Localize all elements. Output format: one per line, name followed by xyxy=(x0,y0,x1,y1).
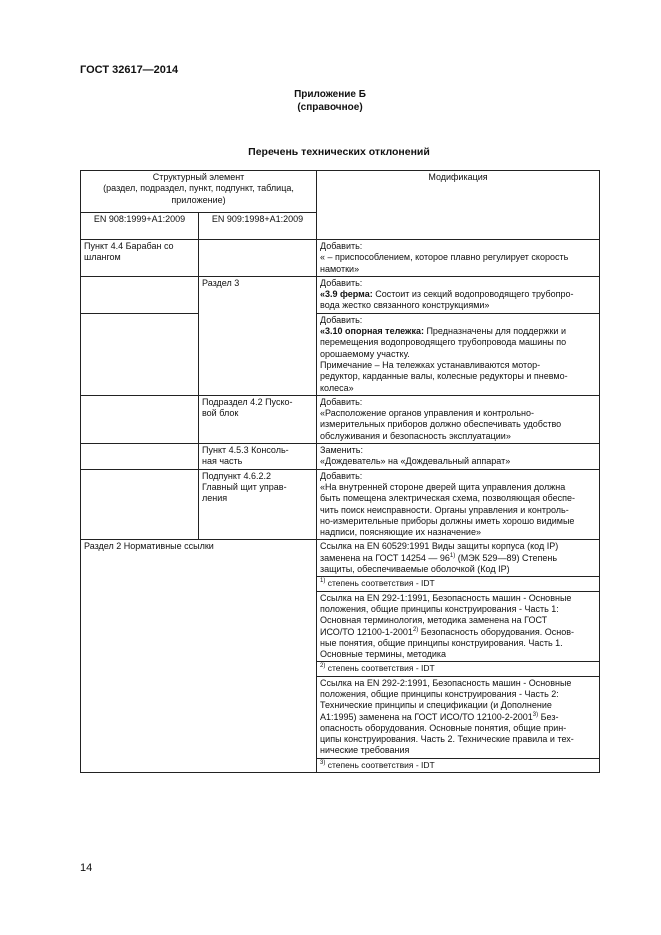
page-number: 14 xyxy=(80,862,93,874)
document-header: ГОСТ 32617—2014 xyxy=(80,64,179,76)
table-row xyxy=(81,469,600,540)
table-row xyxy=(81,395,600,443)
cell-modification: Ссылка на EN 292-2:1991, Безопасность машин - Основные положения, общие принципы конструирования - Часть 2: Технические принципы и спецификации (и Дополнение А1:1995) заменена на ГОСТ ИСО/ТО 12100-2-2001$^{3)}$ Без- опасность оборудования. Основные понятия, общие прин- ципы конструирования. Часть 2. Технические правила и тех- нические требования xyxy=(317,676,600,758)
cell-structural-empty xyxy=(81,313,199,395)
cell-structural-empty xyxy=(81,469,199,540)
table-row xyxy=(81,276,600,313)
table-row xyxy=(81,540,600,577)
cell-structural: Раздел 2 Нормативные ссылки xyxy=(81,540,317,773)
cell-structural: Пункт 4.5.3 Консоль- ная часть xyxy=(199,444,317,470)
appendix-heading xyxy=(80,88,580,114)
footnote-cell: $^{3)}$ степень соответствия - IDT xyxy=(317,758,600,772)
table-row xyxy=(81,313,600,395)
appendix-subtitle: (справочное) xyxy=(297,102,363,113)
cell-modification: Ссылка на EN 60529:1991 Виды защиты корпуса (код IP) заменена на ГОСТ 14254 — 96$^{1)}$ (МЭК 529—89) Степень защиты, обеспечиваемые оболочкой (Код IP) xyxy=(317,540,600,577)
header-modification: Модификация xyxy=(317,171,600,240)
cell-structural-empty xyxy=(81,395,199,443)
header-structural-element: Структурный элемент (раздел, подраздел, пункт, подпункт, таблица, приложение) xyxy=(81,171,317,213)
cell-modification: Добавить: «3.9 ферма: Состоит из секций водопроводящего трубопро- вода жестко связанного конструкциями» xyxy=(317,276,600,313)
cell-modification: Ссылка на EN 292-1:1991, Безопасность машин - Основные положения, общие принципы конструирования - Часть 1: Основная терминология, методика заменена на ГОСТ ИСО/ТО 12100-1-2001$^{2)}$ Безопасность оборудования. Основ- ные понятия, общие принципы конструирования. Часть 1. Основные термины, методика xyxy=(317,591,600,662)
table-row xyxy=(81,240,600,277)
cell-structural-empty xyxy=(81,276,199,313)
cell-modification: Заменить: «Дождеватель» на «Дождевальный аппарат» xyxy=(317,444,600,470)
header-en908: EN 908:1999+A1:2009 xyxy=(81,213,199,240)
cell-modification: Добавить: «Расположение органов управления и контрольно- измерительных приборов должно обеспечивать удобство обслуживания и безопасность эксплуатации» xyxy=(317,395,600,443)
header-en909: EN 909:1998+A1:2009 xyxy=(199,213,317,240)
deviations-table xyxy=(80,170,600,773)
cell-structural: Подраздел 4.2 Пуско- вой блок xyxy=(199,395,317,443)
cell-structural-empty xyxy=(199,240,317,277)
table-row xyxy=(81,444,600,470)
cell-structural-empty xyxy=(81,444,199,470)
cell-modification: Добавить: « – приспособлением, которое плавно регулирует скорость намотки» xyxy=(317,240,600,277)
footnote-cell: $^{1)}$ степень соответствия - IDT xyxy=(317,577,600,591)
cell-modification: Добавить: «3.10 опорная тележка: Предназначены для поддержки и перемещения водопроводящего трубопровода машины по орошаемому участку. Примечание – На тележках устанавливаются мотор- редуктор, карданные валы, колесные редукторы и пневмо- колеса» xyxy=(317,313,600,395)
footnote-cell: $^{2)}$ степень соответствия - IDT xyxy=(317,662,600,676)
cell-structural: Подпункт 4.6.2.2 Главный щит управ- ления xyxy=(199,469,317,540)
list-title: Перечень технических отклонений xyxy=(248,146,430,158)
cell-structural: Пункт 4.4 Барабан со шлангом xyxy=(81,240,199,277)
cell-modification: Добавить: «На внутренней стороне дверей щита управления должна быть помещена электрическая схема, позволяющая обеспе- чить поиск неисправности. Органы управления и контроль- но-измерительные приборы должны иметь хорошо видимые надписи, поясняющие их назначение» xyxy=(317,469,600,540)
appendix-title: Приложение Б xyxy=(294,89,366,100)
cell-structural: Раздел 3 xyxy=(199,276,317,395)
